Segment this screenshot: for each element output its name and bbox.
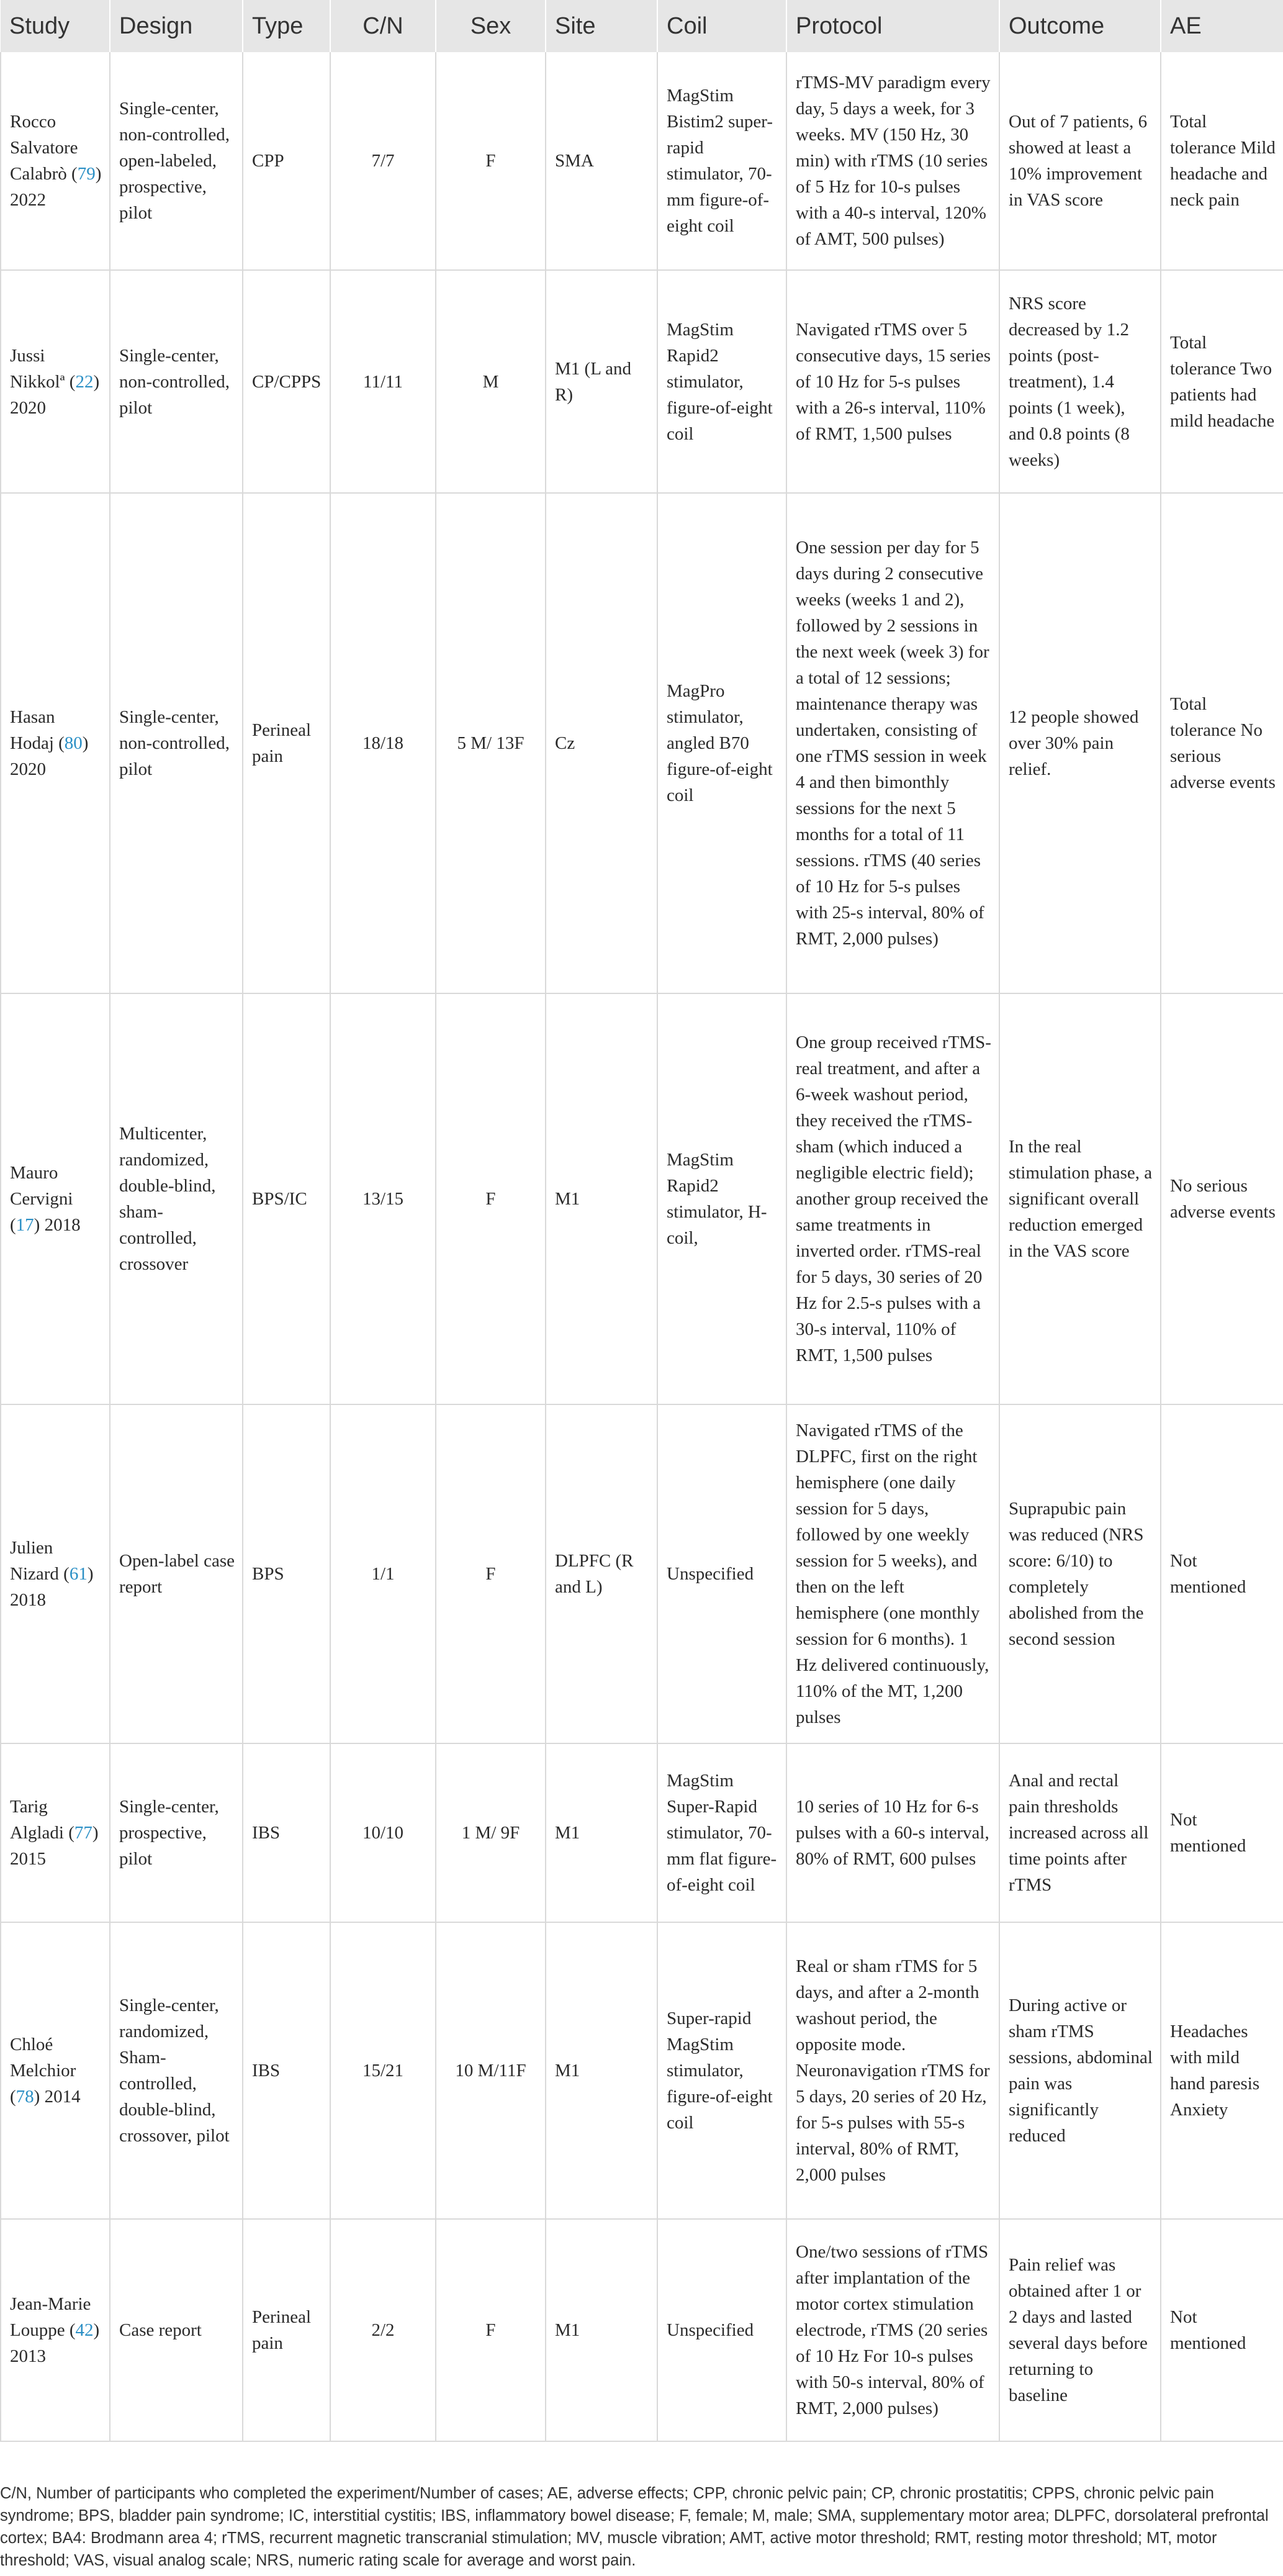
ae-cell: Not mentioned [1161, 1404, 1283, 1743]
study-cell [1, 52, 110, 270]
ae-cell: Not mentioned [1161, 1743, 1283, 1922]
protocol-cell: One/two sessions of rTMS after implantation of the motor cortex stimulation electrode, rTMS (20 series of 10 Hz For 10-s pulses with 50-s interval, 80% of RMT, 2,000 pulses) [786, 2219, 999, 2441]
study-cell [1, 2219, 110, 2441]
outcome-cell: NRS score decreased by 1.2 points (post-treatment), 1.4 points (1 week), and 0.8 points (8 weeks) [999, 270, 1161, 493]
reference-link[interactable]: 42 [75, 2320, 94, 2340]
study-year: ) 2014 [34, 2087, 81, 2107]
design-cell: Single-center, non-controlled, pilot [110, 493, 243, 993]
ae-cell: No serious adverse events [1161, 993, 1283, 1404]
header-type: Type [243, 0, 330, 52]
site-cell: DLPFC (R and L) [546, 1404, 657, 1743]
ae-cell: Not mentioned [1161, 2219, 1283, 2441]
sex-cell: F [436, 1404, 546, 1743]
study-year: ) 2020 [10, 733, 89, 779]
study-cell [1, 1743, 110, 1922]
study-cell [1, 1404, 110, 1743]
header-protocol: Protocol [786, 0, 999, 52]
study-cell [1, 270, 110, 493]
reference-link[interactable]: 79 [77, 164, 96, 184]
header-study: Study [1, 0, 110, 52]
coil-cell: MagStim Rapid2 stimulator, H-coil, [657, 993, 786, 1404]
study-year: ) 2018 [34, 1215, 81, 1235]
table-row [1, 52, 1283, 270]
design-cell: Case report [110, 2219, 243, 2441]
study-year: ) 2015 [10, 1823, 99, 1869]
cn-cell: 15/21 [330, 1922, 436, 2219]
ae-cell: Total tolerance Mild headache and neck pain [1161, 52, 1283, 270]
table-row [1, 493, 1283, 993]
site-cell: Cz [546, 493, 657, 993]
table-row [1, 270, 1283, 493]
study-year: ) 2022 [10, 164, 102, 210]
site-cell: M1 [546, 993, 657, 1404]
type-cell: IBS [243, 1743, 330, 1922]
type-cell: BPS [243, 1404, 330, 1743]
design-cell: Single-center, non-controlled, open-labeled, prospective, pilot [110, 52, 243, 270]
table-row [1, 1743, 1283, 1922]
protocol-cell: rTMS-MV paradigm every day, 5 days a week, for 3 weeks. MV (150 Hz, 30 min) with rTMS (10 series of 5 Hz for 10-s pulses with a 40-s interval, 120% of AMT, 500 pulses) [786, 52, 999, 270]
header-sex: Sex [436, 0, 546, 52]
site-cell: SMA [546, 52, 657, 270]
study-year: ) 2020 [10, 371, 100, 418]
study-author: Rocco Salvatore Calabrò ( [10, 112, 78, 184]
header-cn: C/N [330, 0, 436, 52]
cn-cell: 7/7 [330, 52, 436, 270]
reference-link[interactable]: 78 [16, 2087, 34, 2107]
protocol-cell: One session per day for 5 days during 2 consecutive weeks (weeks 1 and 2), followed by 2 sessions in the next week (week 3) for a total of 12 sessions; maintenance therapy was undertaken, consisting of one rTMS session in week 4 and then bimonthly sessions for the next 5 months for a total of 11 sessions. rTMS (40 series of 10 Hz for 5-s pulses with 25-s interval, 80% of RMT, 2,000 pulses) [786, 493, 999, 993]
ae-cell: Total tolerance Two patients had mild headache [1161, 270, 1283, 493]
coil-cell: Unspecified [657, 1404, 786, 1743]
reference-link[interactable]: 80 [64, 733, 83, 753]
type-cell: CPP [243, 52, 330, 270]
outcome-cell: During active or sham rTMS sessions, abdominal pain was significantly reduced [999, 1922, 1161, 2219]
type-cell: BPS/IC [243, 993, 330, 1404]
reference-link[interactable]: 61 [69, 1564, 88, 1584]
study-author: Julien Nizard ( [10, 1538, 70, 1584]
ae-cell: Total tolerance No serious adverse events [1161, 493, 1283, 993]
site-cell: M1 [546, 1922, 657, 2219]
sex-cell: F [436, 52, 546, 270]
header-site: Site [546, 0, 657, 52]
study-author: Chloé Melchior ( [10, 2035, 76, 2107]
sex-cell: 10 M/11F [436, 1922, 546, 2219]
type-cell: CP/CPPS [243, 270, 330, 493]
study-author: Tarig Algladi ( [10, 1797, 74, 1843]
outcome-cell: Out of 7 patients, 6 showed at least a 10% improvement in VAS score [999, 52, 1161, 270]
table-row [1, 2219, 1283, 2441]
protocol-cell: Navigated rTMS over 5 consecutive days, 15 series of 10 Hz for 5-s pulses with a 26-s interval, 110% of RMT, 1,500 pulses [786, 270, 999, 493]
header-outcome: Outcome [999, 0, 1161, 52]
header-design: Design [110, 0, 243, 52]
header-coil: Coil [657, 0, 786, 52]
sex-cell: F [436, 993, 546, 1404]
sex-cell: M [436, 270, 546, 493]
protocol-cell: Real or sham rTMS for 5 days, and after a 2-month washout period, the opposite mode. Neuronavigation rTMS for 5 days, 20 series of 20 Hz, for 5-s pulses with 55-s interval, 80% of RMT, 2,000 pulses [786, 1922, 999, 2219]
sex-cell: 1 M/ 9F [436, 1743, 546, 1922]
protocol-cell: Navigated rTMS of the DLPFC, first on the right hemisphere (one daily session for 5 days, followed by one weekly session for 5 weeks), and then on the left hemisphere (one monthly session for 6 months). 1 Hz delivered continuously, 110% of the MT, 1,200 pulses [786, 1404, 999, 1743]
table-row [1, 1922, 1283, 2219]
outcome-cell: Anal and rectal pain thresholds increased across all time points after rTMS [999, 1743, 1161, 1922]
study-author: Jussi Nikkolª ( [10, 345, 76, 392]
site-cell: M1 [546, 1743, 657, 1922]
study-cell [1, 493, 110, 993]
design-cell: Single-center, randomized, Sham-controlled, double-blind, crossover, pilot [110, 1922, 243, 2219]
coil-cell: Super-rapid MagStim stimulator, figure-of-eight coil [657, 1922, 786, 2219]
protocol-cell: 10 series of 10 Hz for 6-s pulses with a 60-s interval, 80% of RMT, 600 pulses [786, 1743, 999, 1922]
study-author: Hasan Hodaj ( [10, 707, 65, 753]
table-row [1, 993, 1283, 1404]
coil-cell: Unspecified [657, 2219, 786, 2441]
header-row [1, 0, 1283, 52]
coil-cell: MagStim Super-Rapid stimulator, 70-mm flat figure-of-eight coil [657, 1743, 786, 1922]
outcome-cell: Pain relief was obtained after 1 or 2 days and lasted several days before returning to baseline [999, 2219, 1161, 2441]
cn-cell: 18/18 [330, 493, 436, 993]
table-row [1, 1404, 1283, 1743]
cn-cell: 1/1 [330, 1404, 436, 1743]
study-cell [1, 1922, 110, 2219]
type-cell: Perineal pain [243, 493, 330, 993]
cn-cell: 13/15 [330, 993, 436, 1404]
table-footnote: C/N, Number of participants who completed the experiment/Number of cases; AE, adverse effects; CPP, chronic pelvic pain; CP, chronic prostatitis; CPPS, chronic pelvic pain syndrome; BPS, bladder pain syndrome; IC, interstitial cystitis; IBS, inflammatory bowel disease; F, female; M, male; SMA, supplementary motor area; DLPFC, dorsolateral prefrontal cortex; BA4: Brodmann area 4; rTMS, recurrent magnetic transcranial stimulation; MV, muscle vibration; AMT, active motor threshold; RMT, resting motor threshold; MT, motor threshold; VAS, visual analog scale; NRS, numeric rating scale for average and worst pain. [0, 2485, 1269, 2569]
design-cell: Single-center, prospective, pilot [110, 1743, 243, 1922]
outcome-cell: 12 people showed over 30% pain relief. [999, 493, 1161, 993]
ae-cell: Headaches with mild hand paresis Anxiety [1161, 1922, 1283, 2219]
design-cell: Multicenter, randomized, double-blind, sham-controlled, crossover [110, 993, 243, 1404]
cn-cell: 11/11 [330, 270, 436, 493]
cn-cell: 10/10 [330, 1743, 436, 1922]
study-year: ) 2013 [10, 2320, 100, 2366]
outcome-cell: In the real stimulation phase, a significant overall reduction emerged in the VAS score [999, 993, 1161, 1404]
study-cell [1, 993, 110, 1404]
protocol-cell: One group received rTMS-real treatment, and after a 6-week washout period, they received the rTMS-sham (which induced a negligible electric field); another group received the same treatments in inverted order. rTMS-real for 5 days, 30 series of 20 Hz for 2.5-s pulses with a 30-s interval, 110% of RMT, 1,500 pulses [786, 993, 999, 1404]
reference-link[interactable]: 77 [74, 1823, 92, 1843]
coil-cell: MagStim Rapid2 stimulator, figure-of-eight coil [657, 270, 786, 493]
sex-cell: 5 M/ 13F [436, 493, 546, 993]
site-cell: M1 (L and R) [546, 270, 657, 493]
study-year: ) 2018 [10, 1564, 94, 1610]
study-author: Mauro Cervigni ( [10, 1163, 73, 1235]
cn-cell: 2/2 [330, 2219, 436, 2441]
coil-cell: MagStim Bistim2 super-rapid stimulator, 70-mm figure-of-eight coil [657, 52, 786, 270]
sex-cell: F [436, 2219, 546, 2441]
design-cell: Open-label case report [110, 1404, 243, 1743]
study-author: Jean-Marie Louppe ( [10, 2294, 91, 2340]
site-cell: M1 [546, 2219, 657, 2441]
coil-cell: MagPro stimulator, angled B70 figure-of-eight coil [657, 493, 786, 993]
reference-link[interactable]: 22 [75, 371, 94, 392]
type-cell: Perineal pain [243, 2219, 330, 2441]
type-cell: IBS [243, 1922, 330, 2219]
design-cell: Single-center, non-controlled, pilot [110, 270, 243, 493]
outcome-cell: Suprapubic pain was reduced (NRS score: 6/10) to completely abolished from the second session [999, 1404, 1161, 1743]
reference-link[interactable]: 17 [16, 1215, 34, 1235]
header-ae: AE [1161, 0, 1283, 52]
